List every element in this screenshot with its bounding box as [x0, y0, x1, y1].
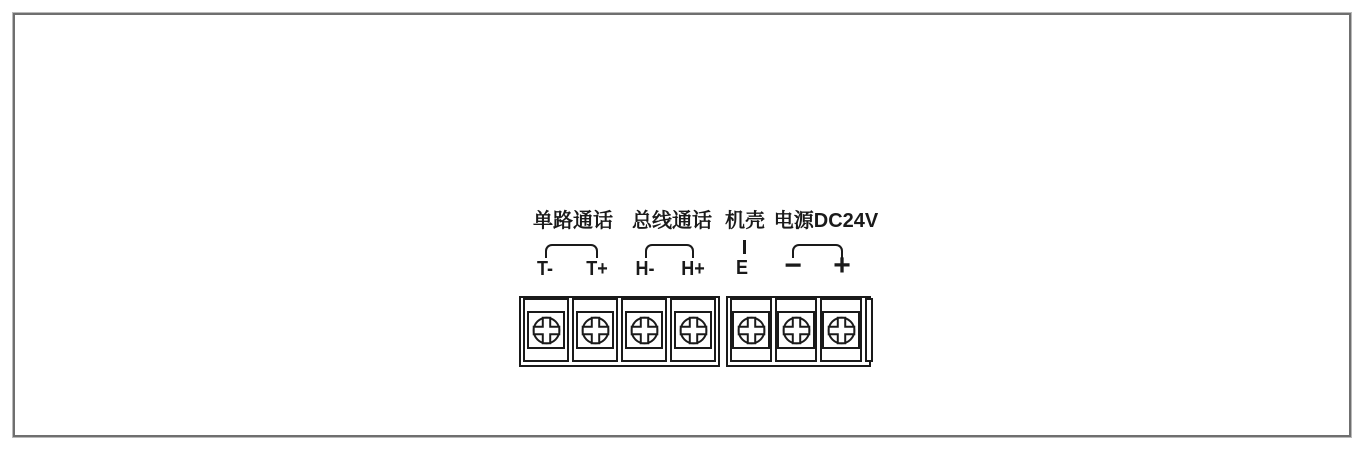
terminal-strip-right [726, 296, 871, 367]
phillips-screw-icon [530, 314, 563, 347]
terminal-label-h-plus: H+ [681, 258, 705, 280]
terminal-label-t-minus: T- [536, 258, 554, 280]
group-label-power-dc24v: 电源DC24V [773, 210, 879, 232]
terminal-cell [670, 298, 716, 362]
screw-terminal-pad [625, 311, 663, 349]
bracket-bus-call [645, 244, 694, 258]
terminal-cell [820, 298, 862, 362]
group-label-chassis: 机壳 [725, 210, 765, 232]
bracket-single-channel-call [545, 244, 598, 258]
terminal-label-power-plus: + [833, 249, 851, 282]
phillips-screw-icon [735, 314, 768, 347]
terminal-strip-left [519, 296, 720, 367]
group-label-bus-call: 总线通话 [632, 210, 712, 232]
phillips-screw-icon [825, 314, 858, 347]
terminal-cell [775, 298, 817, 362]
terminal-label-t-plus: T+ [586, 258, 608, 280]
strip-end-plate [865, 298, 873, 362]
phillips-screw-icon [677, 314, 710, 347]
phillips-screw-icon [780, 314, 813, 347]
terminal-cell [572, 298, 618, 362]
screw-terminal-pad [822, 311, 860, 349]
screw-terminal-pad [674, 311, 712, 349]
terminal-cell [730, 298, 772, 362]
screw-terminal-pad [777, 311, 815, 349]
terminal-label-earth: E [735, 257, 749, 279]
screw-terminal-pad [576, 311, 614, 349]
group-label-single-channel-call: 单路通话 [533, 210, 613, 232]
phillips-screw-icon [628, 314, 661, 347]
terminal-label-power-minus: − [784, 249, 802, 282]
chassis-connector-line [743, 240, 746, 254]
screw-terminal-pad [732, 311, 770, 349]
screw-terminal-pad [527, 311, 565, 349]
phillips-screw-icon [579, 314, 612, 347]
terminal-label-h-minus: H- [635, 258, 655, 280]
terminal-cell [621, 298, 667, 362]
terminal-cell [523, 298, 569, 362]
